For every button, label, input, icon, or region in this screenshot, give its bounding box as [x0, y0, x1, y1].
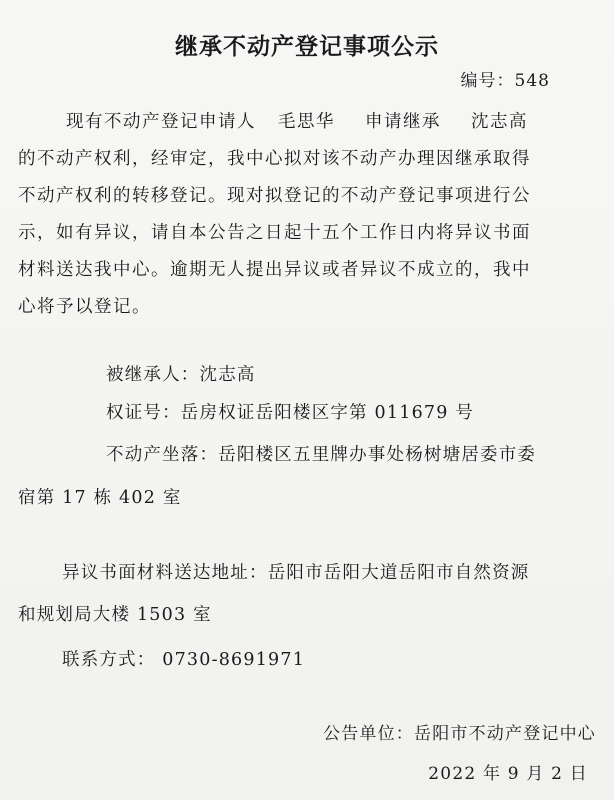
objection-address-field: 异议书面材料送达地址：岳阳市岳阳大道岳阳市自然资源 — [62, 563, 530, 583]
body-line-3: 不动产权利的转移登记。现对拟登记的不动产登记事项进行公 — [18, 186, 531, 206]
location-field: 不动产坐落：岳阳楼区五里牌办事处杨树塘居委市委 — [106, 445, 537, 465]
decedent-field: 被继承人：沈志高 — [106, 365, 256, 385]
location-field-continued: 宿第 17 栋 402 室 — [18, 488, 182, 508]
document-title: 继承不动产登记事项公示 — [175, 34, 439, 60]
body-line-4: 示，如有异议，请自本公告之日起十五个工作日内将异议书面 — [18, 223, 531, 243]
notice-body — [18, 104, 600, 326]
contact-field: 联系方式： 0730-8691971 — [62, 650, 306, 670]
body-line-6: 心将予以登记。 — [18, 297, 151, 317]
body-line-2: 的不动产权利，经审定，我中心拟对该不动产办理因继承取得 — [18, 149, 531, 169]
body-line-1-mid: 申请继承 — [365, 112, 441, 132]
document-number: 编号：548 — [460, 71, 550, 91]
applicant-name: 毛思华 — [278, 112, 335, 132]
body-line-5: 材料送达我中心。逾期无人提出异议或者异议不成立的，我中 — [18, 260, 531, 280]
body-line-1-lead: 现有不动产登记申请人 — [66, 112, 256, 132]
body-line-1 — [18, 104, 600, 141]
objection-address-continued: 和规划局大楼 1503 室 — [18, 605, 212, 625]
decedent-name-inline: 沈志高 — [471, 112, 528, 132]
issue-date: 2022 年 9 月 2 日 — [428, 764, 588, 784]
certificate-field: 权证号：岳房权证岳阳楼区字第 011679 号 — [106, 403, 475, 423]
issuing-unit: 公告单位：岳阳市不动产登记中心 — [323, 724, 596, 744]
